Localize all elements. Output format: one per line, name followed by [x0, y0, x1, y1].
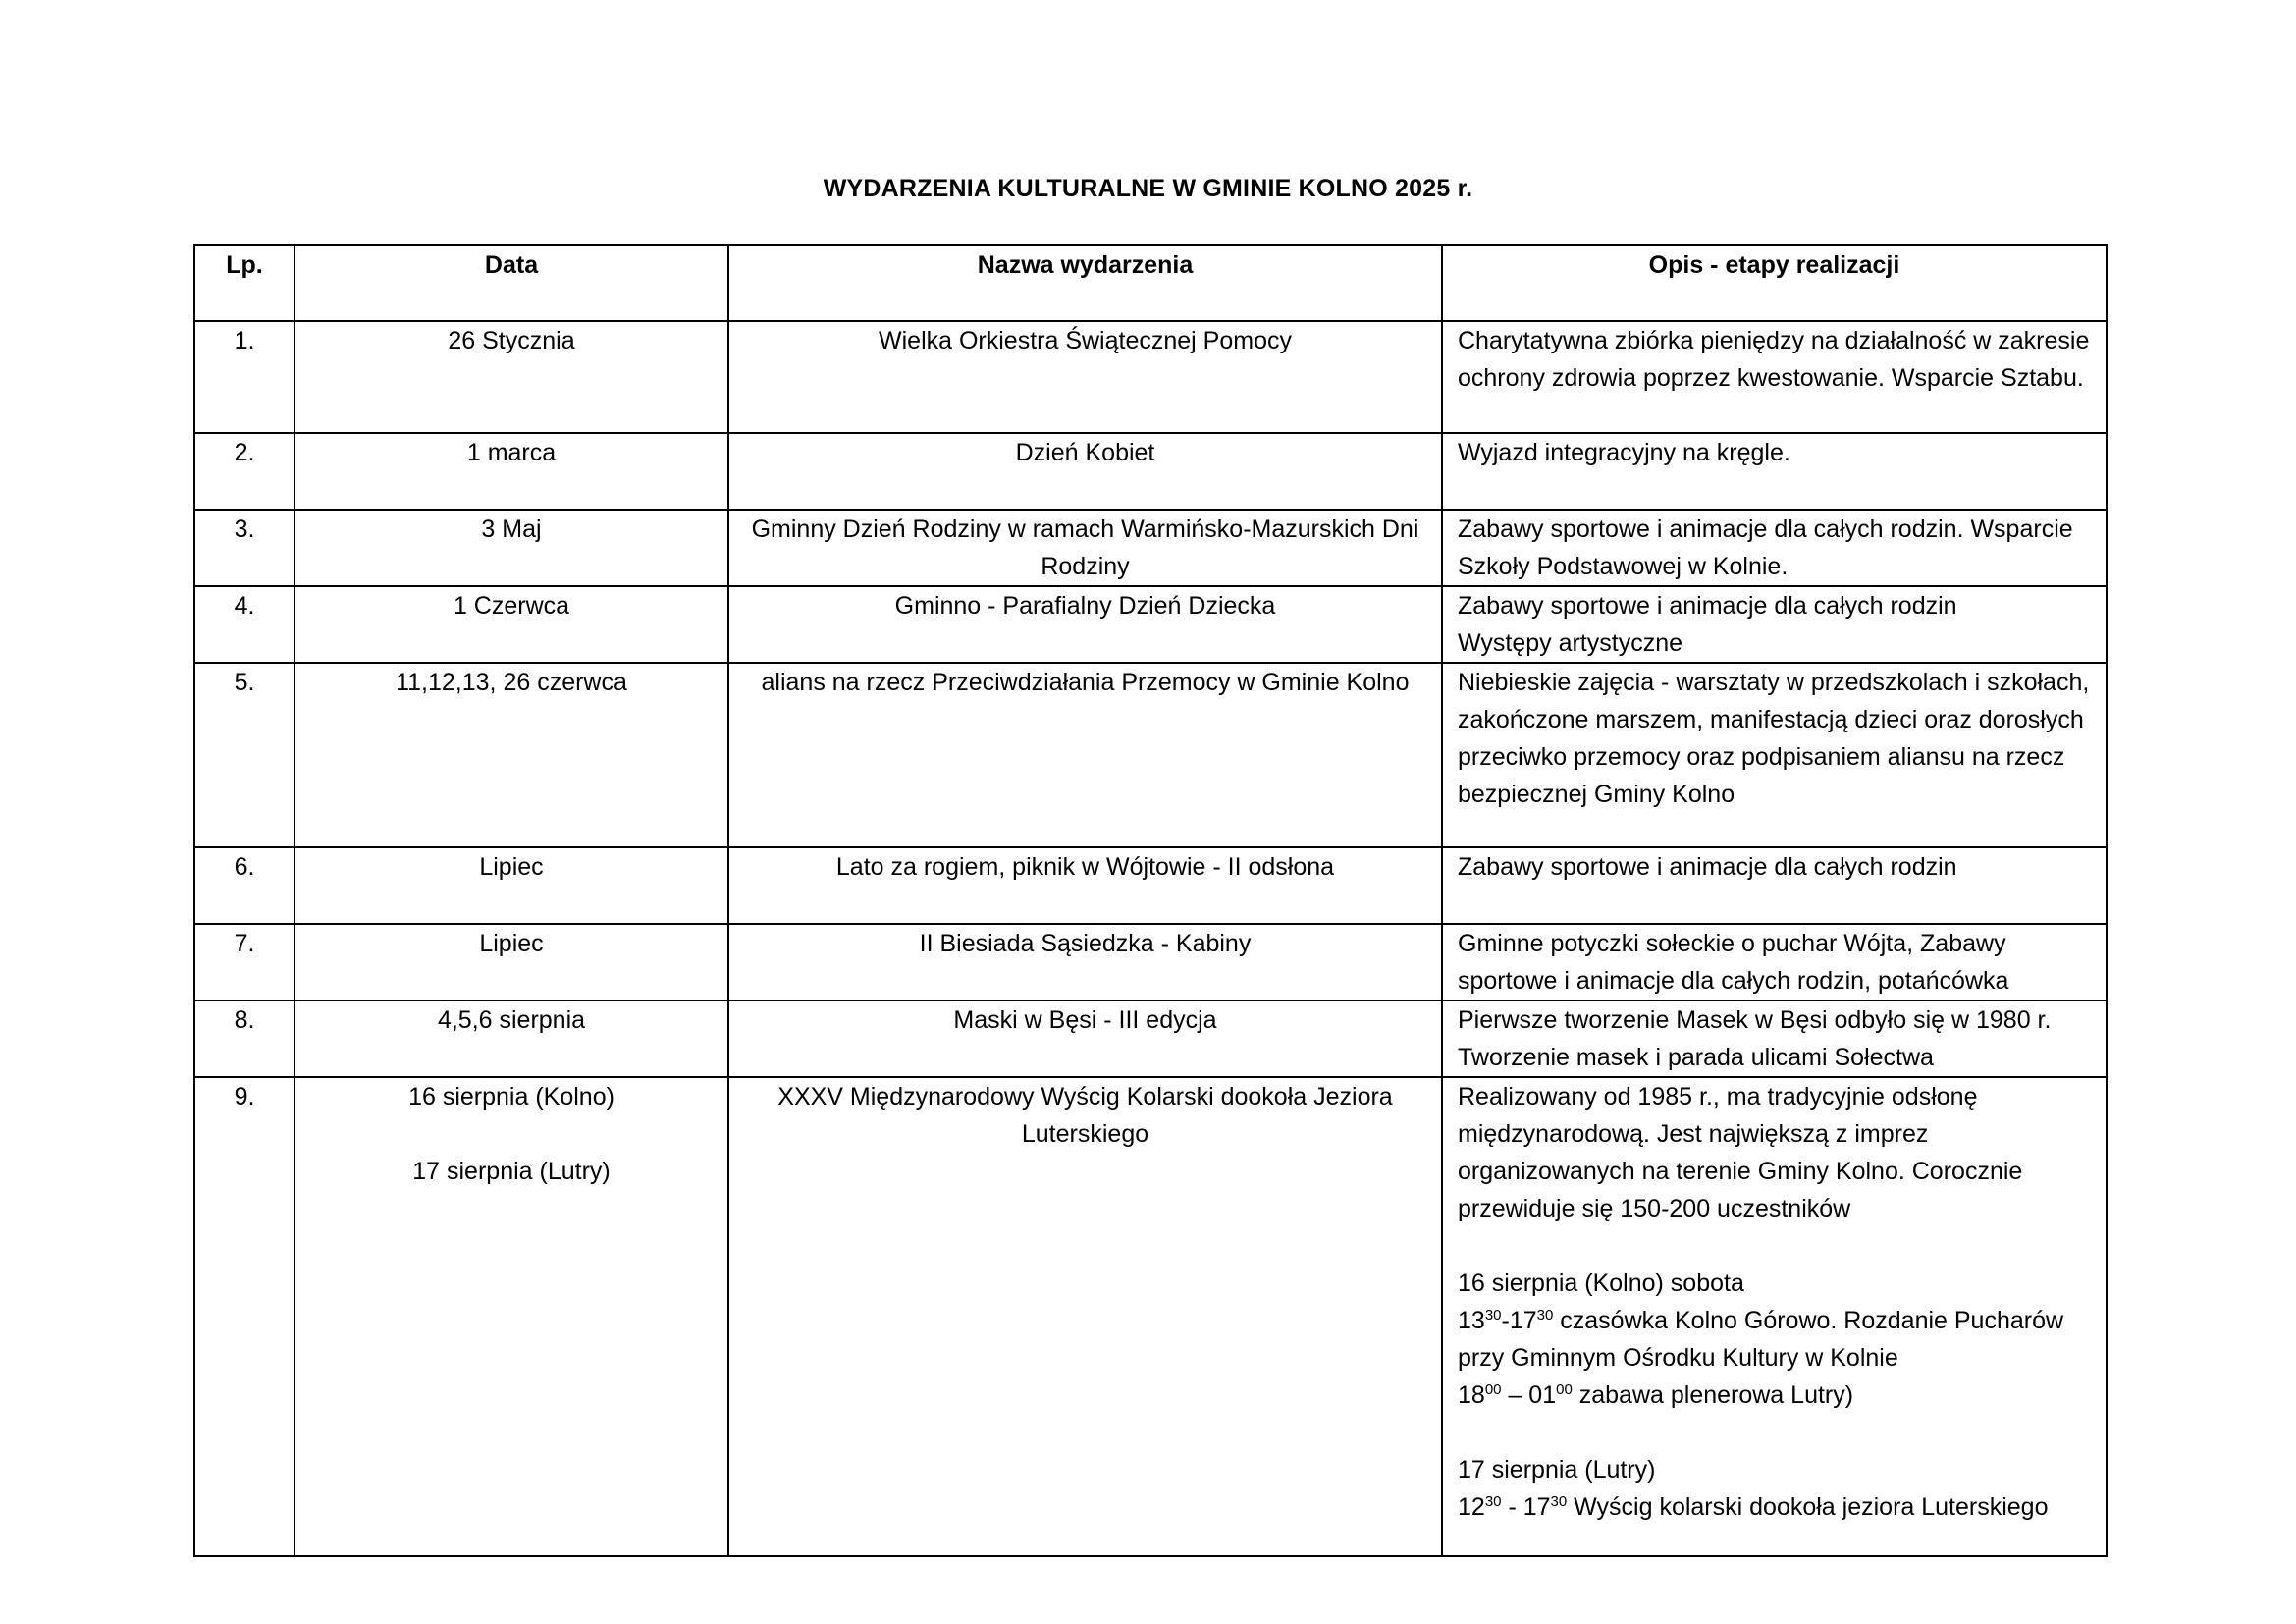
cell-date: 1 Czerwca: [294, 586, 728, 663]
header-event-name: Nazwa wydarzenia: [728, 245, 1442, 321]
table-row: [194, 586, 2107, 663]
table-row: [194, 847, 2107, 924]
day1-schedule: $13^{30}-17^{30}$ czasówka Kolno Górowo. Rozdanie Pucharów przy Gminnym Ośrodku Kultury w Kolnie: [1458, 1307, 2064, 1372]
page-title: WYDARZENIA KULTURALNE W GMINIE KOLNO 2025 r.: [823, 175, 1473, 202]
cell-date: 1 marca: [294, 433, 728, 510]
cell-event-name: alians na rzecz Przeciwdziałania Przemocy w Gminie Kolno: [728, 663, 1442, 847]
table-row: [194, 924, 2107, 1001]
cell-description: Niebieskie zajęcia - warsztaty w przedszkolach i szkołach, zakończone marszem, manifestacją dzieci oraz dorosłych przeciwko przemocy oraz podpisaniem aliansu na rzecz bezpiecznej Gminy Kolno: [1442, 663, 2107, 847]
cell-description: Pierwsze tworzenie Masek w Bęsi odbyło się w 1980 r. Tworzenie masek i parada ulicami Sołectwa: [1442, 1001, 2107, 1077]
date-line: 17 sierpnia (Lutry): [412, 1158, 611, 1185]
cell-lp: 7.: [194, 924, 294, 1001]
cell-event-name: Gminno - Parafialny Dzień Dziecka: [728, 586, 1442, 663]
cell-lp: 8.: [194, 1001, 294, 1077]
cell-event-name: Lato za rogiem, piknik w Wójtowie - II odsłona: [728, 847, 1442, 924]
cell-description: [1442, 1077, 2107, 1556]
events-table: [193, 244, 2108, 1557]
cell-event-name: Wielka Orkiestra Świątecznej Pomocy: [728, 321, 1442, 433]
cell-lp: 1.: [194, 321, 294, 433]
cell-date: Lipiec: [294, 924, 728, 1001]
cell-lp: 9.: [194, 1077, 294, 1556]
cell-date: [294, 1077, 728, 1556]
cell-lp: 3.: [194, 510, 294, 586]
header-date: Data: [294, 245, 728, 321]
cell-description: Wyjazd integracyjny na kręgle.: [1442, 433, 2107, 510]
cell-lp: 6.: [194, 847, 294, 924]
day2-schedule: $12^{30} - 17^{30}$ Wyścig kolarski dookoła jeziora Luterskiego: [1458, 1493, 2049, 1521]
cell-lp: 4.: [194, 586, 294, 663]
cell-date: Lipiec: [294, 847, 728, 924]
table-row: [194, 1001, 2107, 1077]
cell-description: Zabawy sportowe i animacje dla całych rodzin. Wsparcie Szkoły Podstawowej w Kolnie.: [1442, 510, 2107, 586]
header-lp: Lp.: [194, 245, 294, 321]
table-row: [194, 321, 2107, 433]
cell-event-name: XXXV Międzynarodowy Wyścig Kolarski dookoła Jeziora Luterskiego: [728, 1077, 1442, 1556]
table-row: [194, 663, 2107, 847]
cell-lp: 2.: [194, 433, 294, 510]
table-row: [194, 1077, 2107, 1556]
day1-evening: $18^{00} - 01^{00}$ zabawa plenerowa Lutry): [1458, 1381, 1854, 1409]
cell-date: 26 Stycznia: [294, 321, 728, 433]
cell-date: 11,12,13, 26 czerwca: [294, 663, 728, 847]
header-description: Opis - etapy realizacji: [1442, 245, 2107, 321]
cell-description: Charytatywna zbiórka pieniędzy na działalność w zakresie ochrony zdrowia poprzez kwestowanie. Wsparcie Sztabu.: [1442, 321, 2107, 433]
cell-event-name: Gminny Dzień Rodziny w ramach Warmińsko-Mazurskich Dni Rodziny: [728, 510, 1442, 586]
cell-date: 4,5,6 sierpnia: [294, 1001, 728, 1077]
description-line: Występy artystyczne: [1458, 629, 1683, 657]
description-intro: Realizowany od 1985 r., ma tradycyjnie odsłonę międzynarodową. Jest największą z imprez organizowanych na terenie Gminy Kolno. Corocznie przewiduje się 150-200 uczestników: [1458, 1083, 2023, 1222]
description-line: Zabawy sportowe i animacje dla całych rodzin: [1458, 592, 1957, 620]
table-row: [194, 510, 2107, 586]
cell-description: [1442, 586, 2107, 663]
header-row: [194, 245, 2107, 321]
cell-event-name: Maski w Bęsi - III edycja: [728, 1001, 1442, 1077]
day2-heading: 17 sierpnia (Lutry): [1458, 1456, 1656, 1484]
cell-date: 3 Maj: [294, 510, 728, 586]
table-row: [194, 433, 2107, 510]
cell-event-name: II Biesiada Sąsiedzka - Kabiny: [728, 924, 1442, 1001]
cell-description: Zabawy sportowe i animacje dla całych rodzin: [1442, 847, 2107, 924]
cell-event-name: Dzień Kobiet: [728, 433, 1442, 510]
day1-heading: 16 sierpnia (Kolno) sobota: [1458, 1270, 1744, 1297]
cell-description: Gminne potyczki sołeckie o puchar Wójta, Zabawy sportowe i animacje dla całych rodzin, potańcówka: [1442, 924, 2107, 1001]
cell-lp: 5.: [194, 663, 294, 847]
date-line: 16 sierpnia (Kolno): [408, 1083, 614, 1110]
